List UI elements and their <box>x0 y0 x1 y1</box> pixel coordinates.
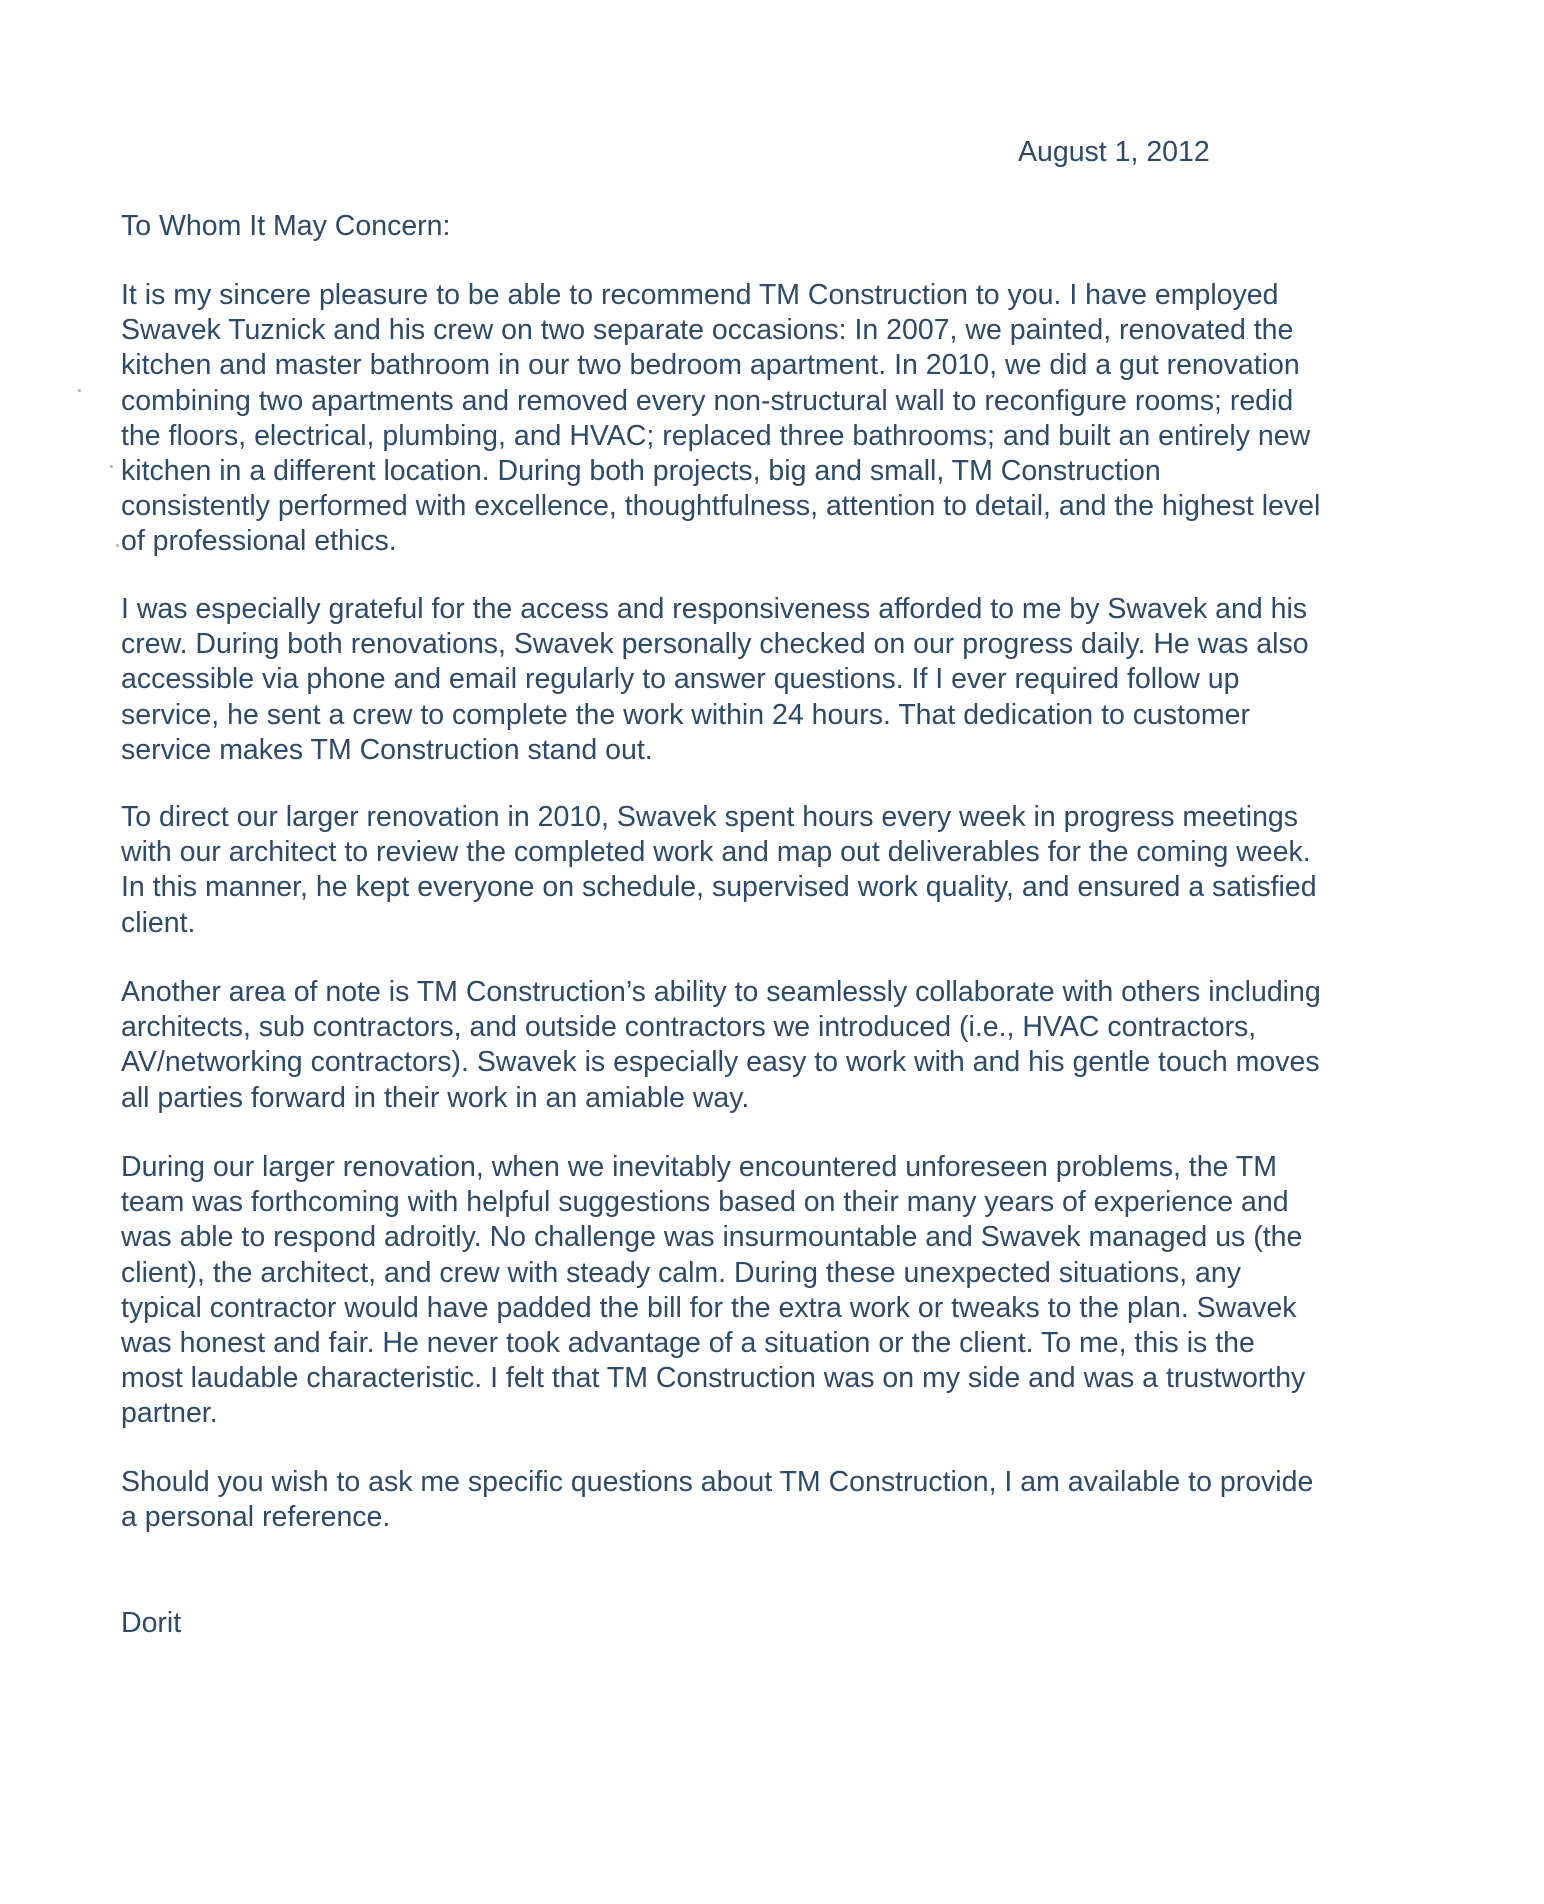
paragraph-line: typical contractor would have padded the bill for the extra work or tweaks to the plan. Swavek <box>121 1291 1297 1324</box>
paragraph-line: of professional ethics. <box>121 525 397 558</box>
paragraph-line: I was especially grateful for the access and responsiveness afforded to me by Swavek and his <box>121 593 1308 625</box>
scan-speck <box>110 465 113 468</box>
paragraph-line: kitchen and master bathroom in our two bedroom apartment. In 2010, we did a gut renovation <box>121 349 1300 382</box>
paragraph-line: client), the architect, and crew with steady calm. During these unexpected situations, any <box>121 1256 1241 1289</box>
paragraph-line: a personal reference. <box>121 1501 391 1534</box>
body-paragraph-6 <box>121 1465 1313 1535</box>
body-paragraph-3 <box>121 800 1317 941</box>
paragraph-line: consistently performed with excellence, thoughtfulness, attention to detail, and the highest level <box>121 490 1321 523</box>
scan-speck <box>116 544 119 547</box>
paragraph-line: service, he sent a crew to complete the work within 24 hours. That dedication to customer <box>121 698 1250 731</box>
paragraph-line: During our larger renovation, when we inevitably encountered unforeseen problems, the TM <box>121 1151 1277 1183</box>
scan-speck <box>78 389 81 392</box>
paragraph-line: crew. During both renovations, Swavek personally checked on our progress daily. He was also <box>121 628 1309 661</box>
body-paragraph-4 <box>121 975 1321 1116</box>
paragraph-line: all parties forward in their work in an amiable way. <box>121 1081 750 1114</box>
paragraph-line: was able to respond adroitly. No challenge was insurmountable and Swavek managed us (the <box>121 1221 1303 1254</box>
paragraph-line: It is my sincere pleasure to be able to recommend TM Construction to you. I have employed <box>121 279 1279 311</box>
signature-name: Dorit <box>121 1607 182 1639</box>
paragraph-line: most laudable characteristic. I felt that TM Construction was on my side and was a trustworthy <box>121 1362 1306 1395</box>
paragraph-line: Another area of note is TM Construction’s ability to seamlessly collaborate with others including <box>121 976 1321 1008</box>
paragraph-line: AV/networking contractors). Swavek is especially easy to work with and his gentle touch moves <box>121 1046 1320 1079</box>
paragraph-line: was honest and fair. He never took advantage of a situation or the client. To me, this is the <box>121 1327 1255 1360</box>
paragraph-line: In this manner, he kept everyone on schedule, supervised work quality, and ensured a satisfied <box>121 871 1317 904</box>
paragraph-line: accessible via phone and email regularly to answer questions. If I ever required follow up <box>121 663 1240 696</box>
paragraph-line: Swavek Tuznick and his crew on two separate occasions: In 2007, we painted, renovated the <box>121 314 1294 347</box>
paragraph-line: partner. <box>121 1397 218 1430</box>
paragraph-line: team was forthcoming with helpful suggestions based on their many years of experience and <box>121 1186 1289 1219</box>
salutation: To Whom It May Concern: <box>121 210 451 242</box>
body-paragraph-2 <box>121 592 1309 768</box>
paragraph-line: client. <box>121 906 196 939</box>
paragraph-line: the floors, electrical, plumbing, and HVAC; replaced three bathrooms; and built an entirely new <box>121 419 1311 452</box>
paragraph-line: combining two apartments and removed every non-structural wall to reconfigure rooms; redid <box>121 384 1294 417</box>
paragraph-line: service makes TM Construction stand out. <box>121 733 653 766</box>
paragraph-line: Should you wish to ask me specific questions about TM Construction, I am available to provide <box>121 1466 1314 1498</box>
paragraph-line: architects, sub contractors, and outside contractors we introduced (i.e., HVAC contractors, <box>121 1011 1257 1044</box>
body-paragraph-5 <box>121 1150 1305 1432</box>
paragraph-line: To direct our larger renovation in 2010, Swavek spent hours every week in progress meetings <box>121 801 1299 833</box>
paragraph-line: kitchen in a different location. During both projects, big and small, TM Construction <box>121 455 1161 488</box>
paragraph-line: with our architect to review the completed work and map out deliverables for the coming week. <box>121 836 1311 869</box>
body-paragraph-1 <box>121 278 1320 560</box>
letter-date: August 1, 2012 <box>1018 136 1210 168</box>
